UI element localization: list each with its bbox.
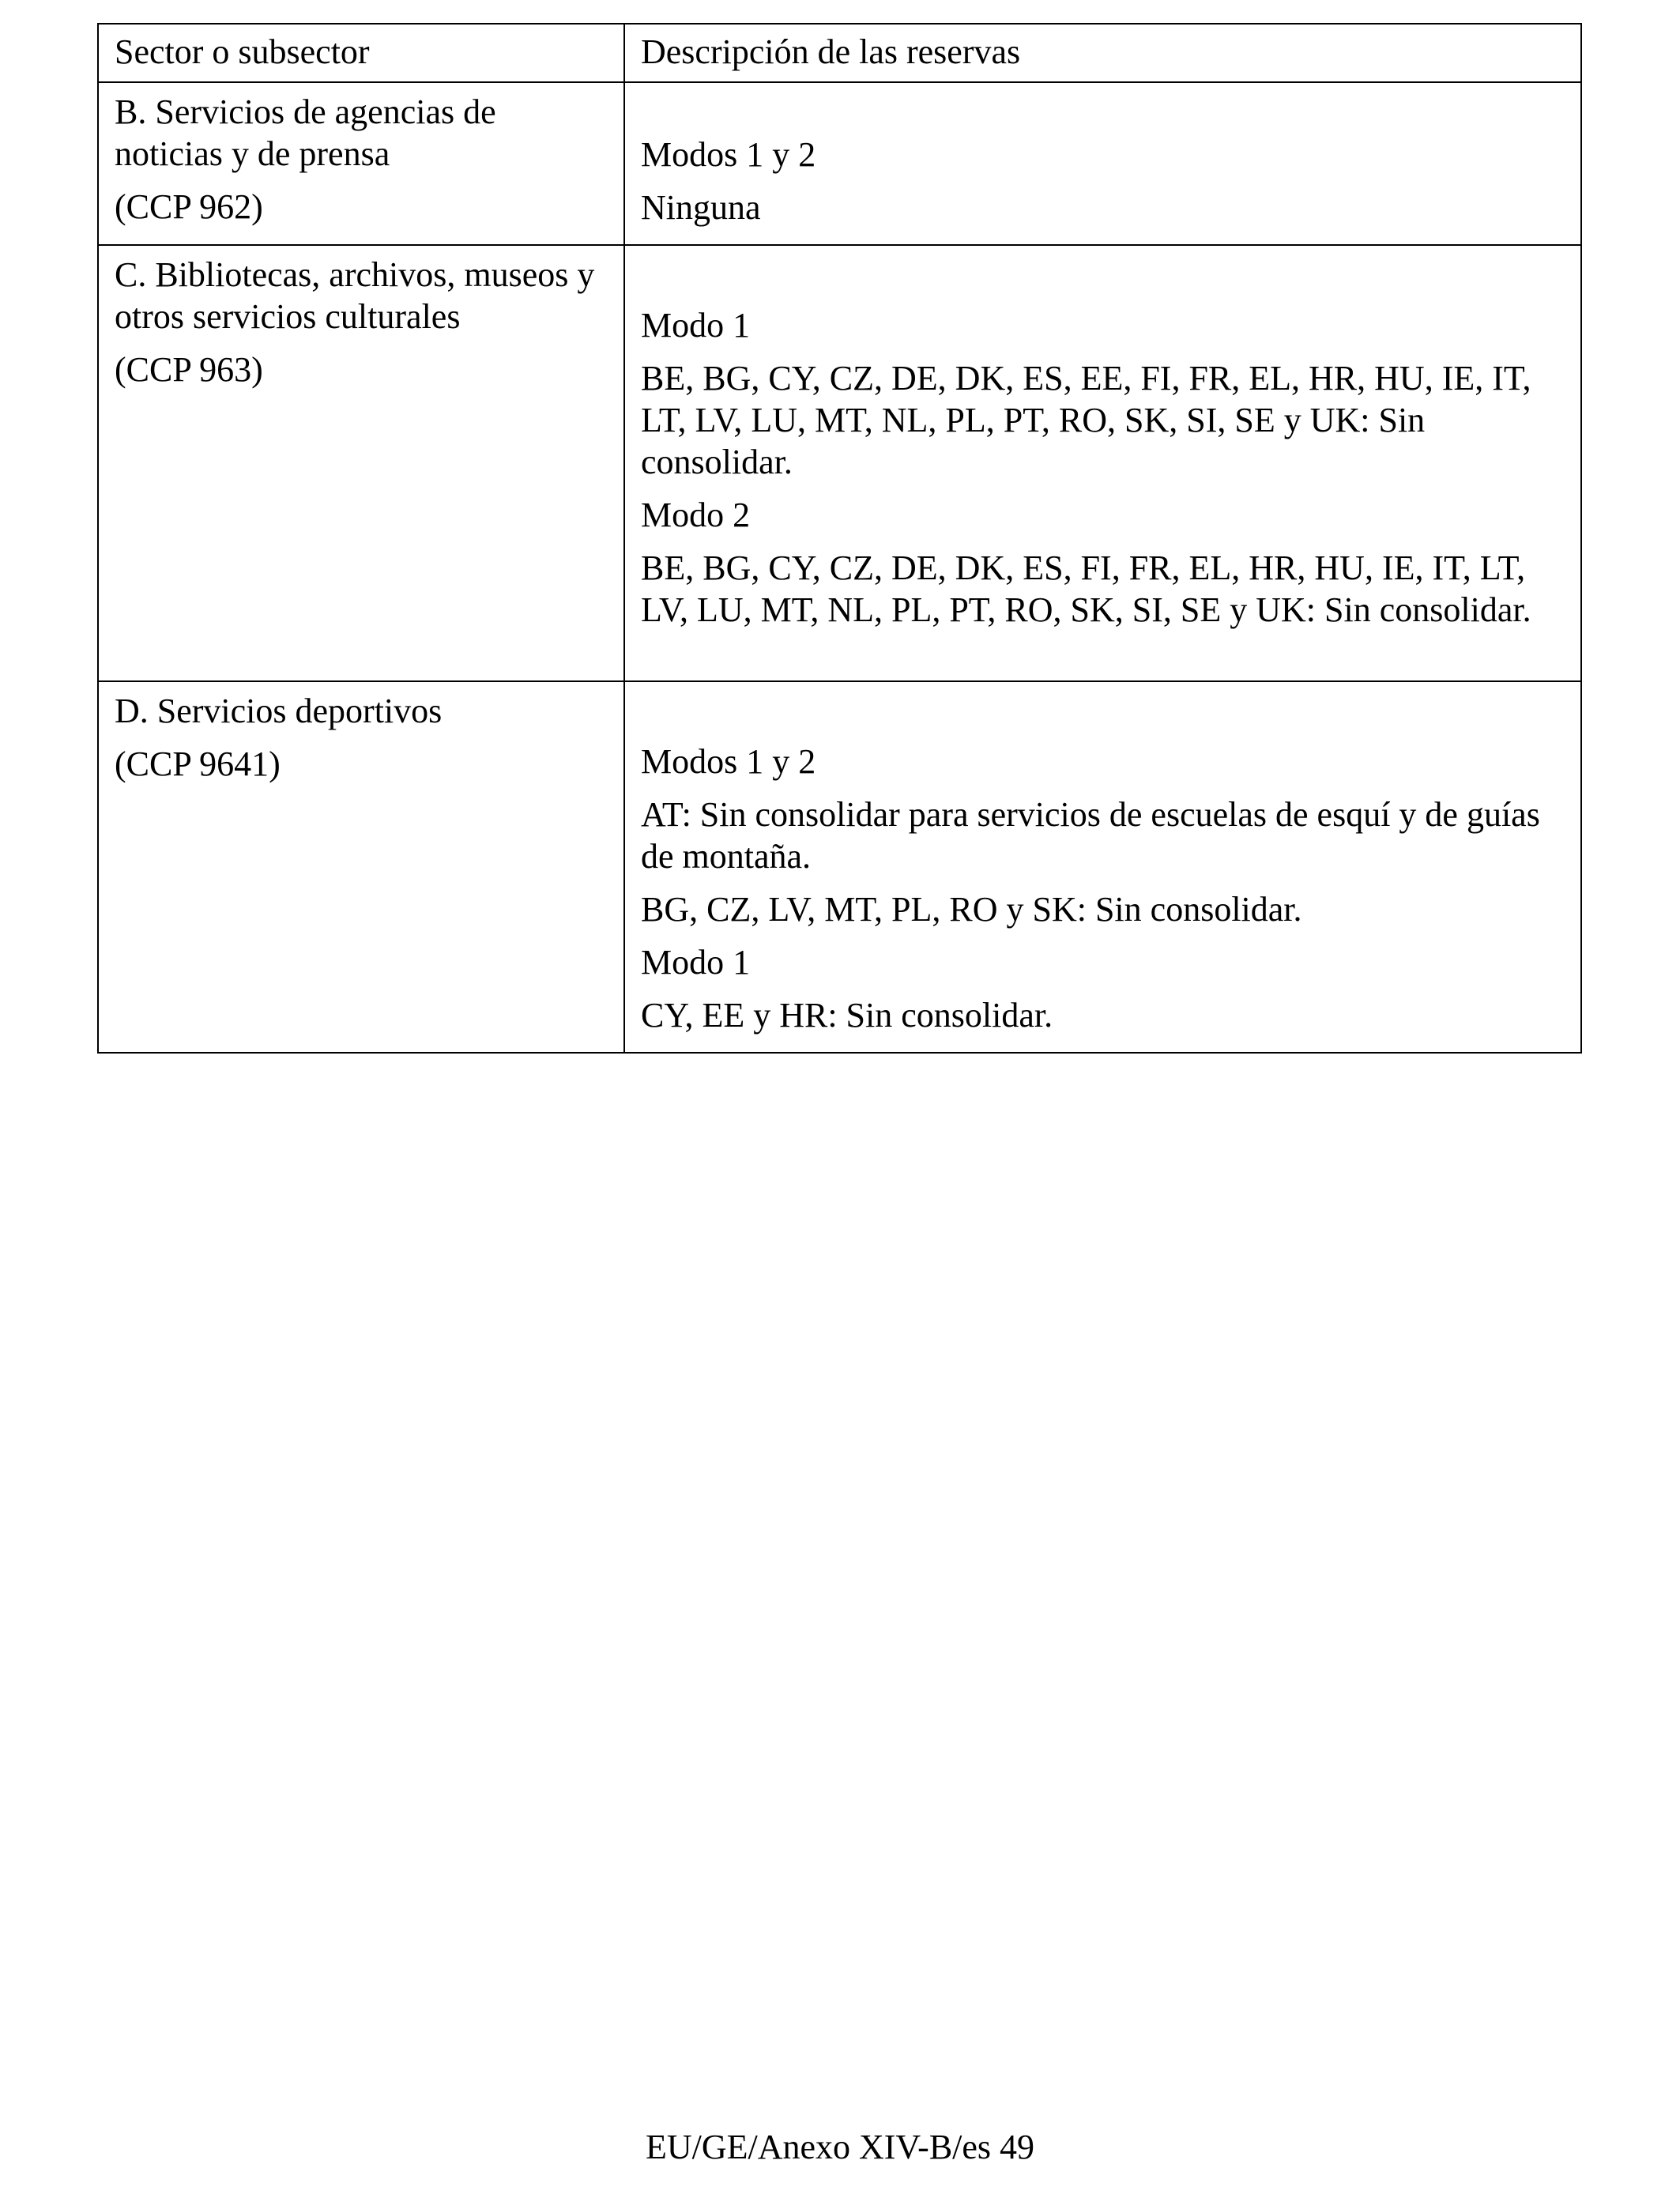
description-cell bbox=[624, 245, 1581, 681]
sector-cell bbox=[98, 82, 624, 245]
sector-code: (CCP 962) bbox=[115, 187, 263, 226]
reservations-table bbox=[97, 23, 1582, 1054]
sector-name: B. Servicios de agencias de noticias y de prensa bbox=[115, 92, 496, 173]
description-paragraph: Modo 2 bbox=[641, 496, 751, 534]
sector-name: D. Servicios deportivos bbox=[115, 692, 443, 730]
description-paragraph: Ninguna bbox=[641, 188, 761, 227]
table-header-row bbox=[98, 24, 1581, 82]
header-description: Descripción de las reservas bbox=[624, 24, 1581, 82]
sector-cell bbox=[98, 681, 624, 1053]
sector-code: (CCP 9641) bbox=[115, 745, 281, 783]
table-row bbox=[98, 245, 1581, 681]
description-paragraph: Modo 1 bbox=[641, 943, 751, 982]
sector-code: (CCP 963) bbox=[115, 350, 263, 389]
description-paragraph: BE, BG, CY, CZ, DE, DK, ES, FI, FR, EL, HR, HU, IE, IT, LT, LV, LU, MT, NL, PL, PT, RO, SK, SI, SE y UK: Sin consolidar. bbox=[641, 548, 1531, 629]
table-row bbox=[98, 82, 1581, 245]
sector-name: C. Bibliotecas, archivos, museos y otros servicios culturales bbox=[115, 255, 595, 336]
description-paragraph: Modos 1 y 2 bbox=[641, 742, 816, 781]
sector-cell bbox=[98, 245, 624, 681]
description-paragraph: CY, EE y HR: Sin consolidar. bbox=[641, 996, 1053, 1035]
description-paragraph: BG, CZ, LV, MT, PL, RO y SK: Sin consolidar. bbox=[641, 890, 1302, 929]
table-row bbox=[98, 681, 1581, 1053]
description-paragraph: AT: Sin consolidar para servicios de escuelas de esquí y de guías de montaña. bbox=[641, 795, 1540, 876]
description-cell bbox=[624, 681, 1581, 1053]
description-paragraph: Modo 1 bbox=[641, 306, 751, 345]
description-paragraph: Modos 1 y 2 bbox=[641, 135, 816, 174]
description-paragraph: BE, BG, CY, CZ, DE, DK, ES, EE, FI, FR, EL, HR, HU, IE, IT, LT, LV, LU, MT, NL, PL, PT, RO, SK, SI, SE y UK: Sin consolidar. bbox=[641, 359, 1531, 481]
description-cell bbox=[624, 82, 1581, 245]
header-sector: Sector o subsector bbox=[98, 24, 624, 82]
page-footer-reference: EU/GE/Anexo XIV-B/es 49 bbox=[645, 2128, 1035, 2166]
